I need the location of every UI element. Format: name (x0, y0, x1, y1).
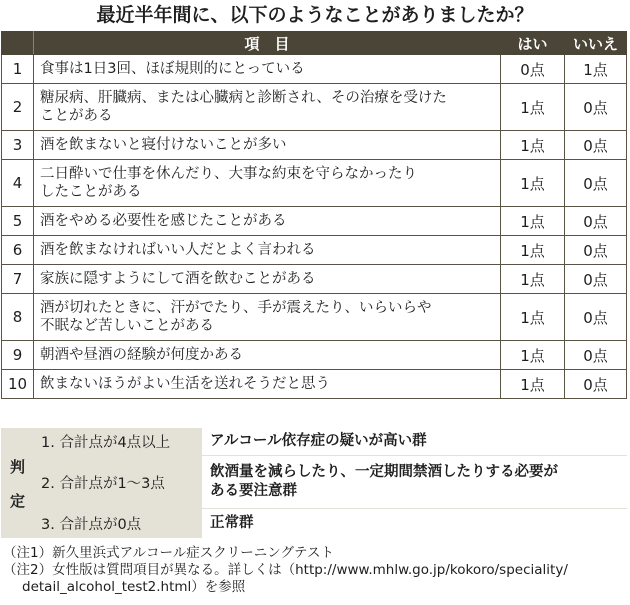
judgment-result-line: 正常群 (210, 515, 254, 531)
judgment-result-line: 飲酒量を減らしたり、一定期間禁酒したりする必要が (210, 464, 558, 480)
question-text (34, 370, 501, 399)
question-line: 酒を飲まなければいい人だとよく言われる (40, 242, 316, 258)
question-text (34, 207, 501, 236)
judgment-label-char: 判 (9, 458, 25, 476)
no-points: 0点 (565, 160, 627, 207)
row-number: 8 (2, 294, 34, 341)
question-line: 朝酒や昼酒の経験が何度かある (40, 347, 243, 363)
footnote-2-continued: detail_alcohol_test2.html）を参照 (22, 579, 246, 595)
yes-points: 0点 (501, 55, 565, 84)
table-row (2, 370, 627, 399)
table-row (2, 341, 627, 370)
question-line: 糖尿病、肝臓病、または心臓病と診断され、その治療を受けた (40, 90, 447, 106)
row-number: 5 (2, 207, 34, 236)
yes-points: 1点 (501, 341, 565, 370)
judgment-result (202, 509, 627, 538)
question-text (34, 265, 501, 294)
question-line: 二日酔いで仕事を休んだり、大事な約束を守らなかったり (40, 166, 417, 182)
judgment-condition: 3. 合計点が0点 (35, 509, 201, 538)
judgment-label-column (1, 428, 34, 538)
yes-points: 1点 (501, 236, 565, 265)
no-points: 0点 (565, 370, 627, 399)
no-points: 1点 (565, 55, 627, 84)
question-text (34, 236, 501, 265)
yes-points: 1点 (501, 207, 565, 236)
row-number: 6 (2, 236, 34, 265)
no-points: 0点 (565, 236, 627, 265)
no-points: 0点 (565, 265, 627, 294)
yes-points: 1点 (501, 370, 565, 399)
judgment-condition: 2. 合計点が1～3点 (35, 456, 201, 508)
question-line: 食事は1日3回、ほぼ規則的にとっている (40, 61, 305, 77)
question-line: 不眠など苦しいことがある (40, 318, 214, 334)
row-number: 2 (2, 84, 34, 131)
no-points: 0点 (565, 84, 627, 131)
table-row (2, 265, 627, 294)
table-row (2, 236, 627, 265)
question-text (34, 84, 501, 131)
judgment-box (1, 428, 627, 538)
table-row (2, 55, 627, 84)
table-row (2, 84, 627, 131)
row-number: 4 (2, 160, 34, 207)
row-number: 10 (2, 370, 34, 399)
question-text (34, 294, 501, 341)
question-line: ことがある (40, 108, 113, 124)
row-number: 3 (2, 131, 34, 160)
header-item: 項 目 (34, 32, 501, 55)
judgment-row (35, 509, 627, 538)
yes-points: 1点 (501, 265, 565, 294)
no-points: 0点 (565, 294, 627, 341)
screening-table (1, 31, 627, 399)
row-number: 9 (2, 341, 34, 370)
table-row (2, 207, 627, 236)
page-title: 最近半年間に、以下のようなことがありましたか？ (96, 4, 534, 26)
table-row (2, 160, 627, 207)
question-line: 酒を飲まないと寝付けないことが多い (40, 137, 287, 153)
question-line: 酒が切れたときに、汗がでたり、手が震えたり、いらいらや (40, 300, 432, 316)
yes-points: 1点 (501, 294, 565, 341)
question-line: 酒をやめる必要性を感じたことがある (40, 213, 287, 229)
footnote-2: （注2）女性版は質問項目が異なる。詳しくは（http://www.mhlw.go.jp/kokoro/speciality/ (3, 562, 568, 578)
header-no: いいえ (565, 32, 627, 55)
question-text (34, 341, 501, 370)
yes-points: 1点 (501, 84, 565, 131)
judgment-condition: 1. 合計点が4点以上 (35, 428, 201, 455)
judgment-label-char: 定 (9, 492, 25, 510)
yes-points: 1点 (501, 160, 565, 207)
question-text (34, 131, 501, 160)
no-points: 0点 (565, 341, 627, 370)
question-line: 家族に隠すようにして酒を飲むことがある (40, 271, 316, 287)
no-points: 0点 (565, 207, 627, 236)
judgment-row (35, 456, 627, 508)
table-header-row (2, 32, 627, 55)
row-number: 7 (2, 265, 34, 294)
yes-points: 1点 (501, 131, 565, 160)
judgment-row (35, 428, 627, 455)
question-line: したことがある (40, 184, 142, 200)
header-number (2, 32, 34, 55)
footnote-1: （注1）新久里浜式アルコール症スクリーニングテスト (3, 545, 334, 561)
judgment-result (202, 428, 627, 455)
table-row (2, 131, 627, 160)
table-row (2, 294, 627, 341)
row-number: 1 (2, 55, 34, 84)
question-text (34, 55, 501, 84)
judgment-result-line: アルコール依存症の疑いが高い群 (210, 433, 427, 449)
footnotes (3, 545, 627, 596)
judgment-label (1, 450, 34, 518)
header-yes: はい (501, 32, 565, 55)
question-text (34, 160, 501, 207)
no-points: 0点 (565, 131, 627, 160)
question-line: 飲まないほうがよい生活を送れそうだと思う (40, 376, 330, 392)
judgment-result-line: ある要注意群 (210, 483, 297, 499)
judgment-result (202, 456, 627, 508)
